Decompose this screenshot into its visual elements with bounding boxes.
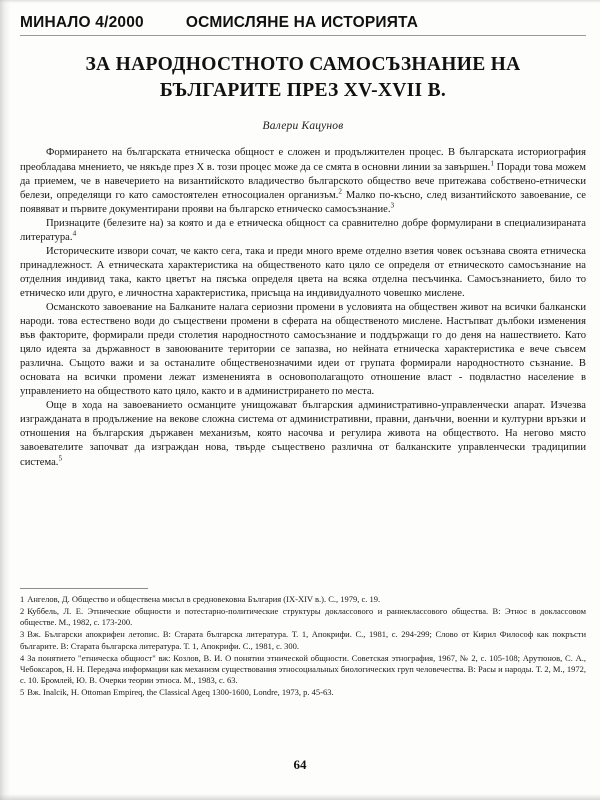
running-head-section: ОСМИСЛЯНЕ НА ИСТОРИЯТА — [185, 14, 419, 31]
footnote-ref-1[interactable]: 1 — [490, 158, 494, 167]
body-paragraph-5 — [20, 399, 586, 469]
article-title-line-2: БЪЛГАРИТЕ ПРЕЗ XV-XVII В. — [159, 79, 447, 101]
footnote-number: 1 — [20, 594, 25, 604]
body-paragraph-1 — [20, 146, 586, 216]
footnote-ref-3[interactable]: 3 — [390, 201, 395, 210]
footnote-number: 4 — [20, 652, 25, 663]
paragraph-1-text-b: Поради това можем да приемем, че в навечерието на византийското владичество българското общество вече притежава собствено-етнически белези, определящи го като самостоятелен етносоциален организъм. — [20, 161, 586, 201]
article-title-line-1: ЗА НАРОДНОСТНОТО САМОСЪЗНАНИЕ НА — [85, 54, 521, 75]
page-top-edge-shadow — [0, 0, 600, 3]
paragraph-2-text-a: Признаците (белезите на) за която и да е етническа общност са сравнително добре формулирани в специализираната литература. — [20, 217, 586, 243]
body-paragraph-4: Османското завоевание на Балканите налага сериозни промени в условията на обществен живот на всички балкански народи. това естествено води до съществени промени в сферата на общественото мислене. Настъпват дълбоки изменения във факторите, формирали преди столетия народностното самосъзнание и поддържащи го до деня на нашествието. Като цяло идеята за държавност в завоюваните територии се запазва, но нейната етническа характеристика е вече съвсем различна. Същото важи и за останалите общественозначими идеи от групата формирали народностното съзнание. В основата на всички промени лежат измененията в основополагащото отношение власт - подвластно население в управлението на обществото като цяло, както и в администрирането по места. — [20, 301, 586, 398]
article-title — [38, 52, 568, 103]
article-body — [20, 146, 586, 469]
footnote-text: Вж. Inalcik, H. Ottoman Empireq, the Classical Ageq 1300-1600, Londre, 1973, p. 45-63. — [27, 687, 334, 698]
footnote-number: 5 — [20, 687, 25, 698]
footnote-ref-4[interactable]: 4 — [72, 229, 77, 238]
footnote-text: Вж. Български апокрифен летопис. В: Старата българска литература. Т. 1, Апокрифи. С., 1981, с. 294-299; Слово от Кирил Философ как покръсти българите. В: Старата българска литература. Т. 1, Апокрифи. С., 1981, с. 300. — [20, 629, 586, 651]
running-head-journal: МИНАЛО 4/2000 — [20, 14, 144, 31]
running-head — [20, 14, 586, 36]
body-paragraph-3: Историческите извори сочат, че както сега, така и преди много време отделно взетия човек осъзнава своята етническа принадлежност. А етническата характеристика на общественото като цяло се определя от етническото самосъзнание на отделния индивид така, както цветът на пясъка определя цвета на всяка отделна песъчинка. Самосъзнанието, било то етническо или друго, е личностна характеристика, присъща на индивидуалното човешко мислене. — [20, 245, 586, 299]
body-paragraph-2 — [20, 217, 586, 245]
footnote-text: Ангелов, Д. Общество и обществена мисъл в средновековна България (IX-XIV в.). С., 1979, с. 19. — [27, 594, 381, 604]
page-number: 64 — [293, 757, 307, 772]
footnote-number: 2 — [20, 605, 25, 616]
page-bottom-edge-shadow — [0, 794, 600, 800]
footnote-number: 3 — [20, 629, 25, 640]
footnote-ref-2[interactable]: 2 — [338, 187, 342, 196]
paragraph-1-text-a: Формирането на българската етническа общност е сложен и продължителен процес. В българската историография преобладава мнението, че някъде през X в. този процес може да се смята в основни линии за завършен. — [20, 147, 586, 173]
article-author: Валери Кацунов — [262, 120, 344, 133]
footnote-text: Куббель, Л. Е. Этнические общности и потестарно-политические структуры доклассового и раннеклассового общества. В: Этнос в доклассовом обществе. М., 1982, с. 173-200. — [20, 605, 586, 628]
footnote-text: За понятието "етническа общност" вж: Козлов, В. И. О понятии этнической общности. Советская этнография, 1967, № 2, с. 105-108; Арутюнов, С. А., Чебоксаров, Н. Н. Передача информации как механизм существования этносоциальных биологических груп человечества. В: Расы и народы. Т. 2, М., 1972, с. 10. Бромлей, Ю. В. Очерки теории этноса. М., 1983, с. 63. — [20, 652, 586, 686]
paragraph-1-text-c: Малко по-късно, след византийското завоевание, се появяват и първите документирани прояви на българско етническо самосъзнание. — [20, 189, 587, 215]
footnote-ref-5[interactable]: 5 — [58, 453, 63, 462]
paragraph-5-text-a: Още в хода на завоеванието османците унищожават българския административно-управленчески апарат. Изчезва изгражданата в продължение на векове сложна система от административни, правни, данъчни, военни и културни връзки и отношения на българския държавен механизъм, която насочва и регулира живота на обществото. На негово място завоевателите започват да изграждан нова, твърде съществено различна от балканските управленчески традиципии система. — [20, 400, 586, 468]
